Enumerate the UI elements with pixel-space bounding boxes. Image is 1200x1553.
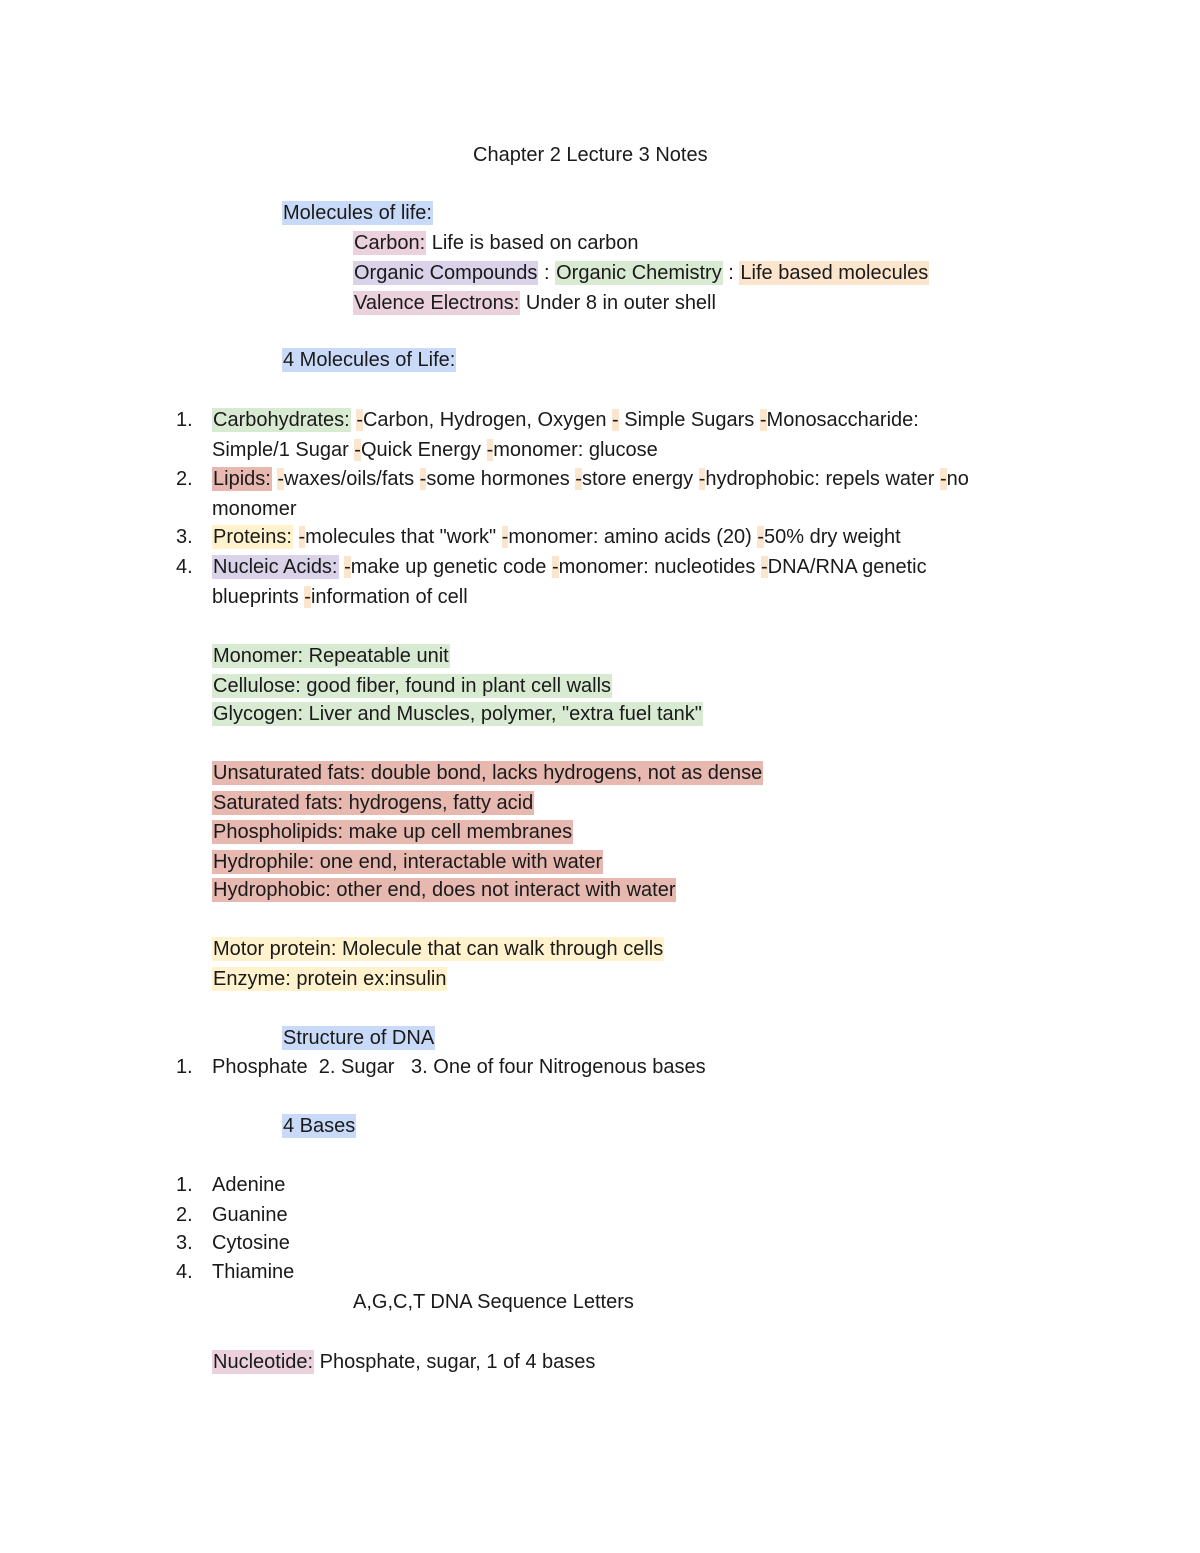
text: Quick Energy xyxy=(360,439,487,461)
base-item: Guanine xyxy=(212,1204,288,1226)
list-number: 1. xyxy=(176,1056,193,1078)
text: make up genetic code xyxy=(350,556,552,578)
lipids-line-1 xyxy=(212,466,969,492)
dash: - xyxy=(304,586,311,608)
dna-structure-line: Phosphate 2. Sugar 3. One of four Nitrogenous bases xyxy=(212,1056,706,1078)
life-based-molecules-term: Life based molecules xyxy=(740,262,929,284)
dna-structure-heading xyxy=(282,1025,435,1051)
text: Simple Sugars xyxy=(618,409,760,431)
text: waxes/oils/fats xyxy=(284,468,420,490)
note-line xyxy=(212,877,676,903)
text: DNA/RNA genetic xyxy=(767,556,927,578)
note-line xyxy=(212,966,447,992)
note-line xyxy=(212,819,573,845)
page-title: Chapter 2 Lecture 3 Notes xyxy=(473,144,708,166)
enzyme-note: Enzyme: protein ex:insulin xyxy=(213,968,447,990)
text: some hormones xyxy=(426,468,576,490)
text: no xyxy=(946,468,969,490)
dash: - xyxy=(575,468,582,490)
carbon-term: Carbon: xyxy=(354,232,426,254)
text: 50% dry weight xyxy=(764,526,901,548)
carbon-line xyxy=(353,230,639,256)
valence-term: Valence Electrons: xyxy=(354,292,520,314)
base-item: Adenine xyxy=(212,1174,286,1196)
text xyxy=(293,526,299,548)
list-number: 3. xyxy=(176,1232,193,1254)
valence-line xyxy=(353,290,716,316)
text: monomer xyxy=(212,498,297,520)
unsaturated-fats-note: Unsaturated fats: double bond, lacks hydrogens, not as dense xyxy=(213,762,763,784)
cellulose-note: Cellulose: good fiber, found in plant cell walls xyxy=(213,675,612,697)
list-number: 1. xyxy=(176,1174,193,1196)
dash: - xyxy=(939,468,947,490)
proteins-term: Proteins: xyxy=(213,526,292,548)
phospholipids-note: Phospholipids: make up cell membranes xyxy=(213,821,573,843)
list-number: 3. xyxy=(176,526,193,548)
carbohydrates-term: Carbohydrates: xyxy=(213,409,350,431)
heading-text: 4 Molecules of Life: xyxy=(283,349,456,371)
heading-text: 4 Bases xyxy=(283,1115,356,1137)
nucleotide-line xyxy=(212,1349,595,1375)
saturated-fats-note: Saturated fats: hydrogens, fatty acid xyxy=(213,792,534,814)
heading-text: Structure of DNA xyxy=(283,1027,435,1049)
organic-chemistry-term: Organic Chemistry xyxy=(556,262,722,284)
note-line xyxy=(212,760,763,786)
text: monomer: amino acids (20) xyxy=(508,526,758,548)
organic-line xyxy=(353,260,929,286)
hydrophile-note: Hydrophile: one end, interactable with water xyxy=(213,851,603,873)
lipids-line-2 xyxy=(212,496,296,522)
bases-heading xyxy=(282,1113,356,1139)
separator: : xyxy=(538,262,556,284)
base-item: Cytosine xyxy=(212,1232,290,1254)
sequence-letters: A,G,C,T DNA Sequence Letters xyxy=(353,1291,634,1313)
text: store energy xyxy=(581,468,699,490)
note-line xyxy=(212,701,703,727)
text: hydrophobic: repels water xyxy=(705,468,940,490)
base-item: Thiamine xyxy=(212,1261,295,1283)
carbohydrates-line-2 xyxy=(212,437,658,463)
monomer-note: Monomer: Repeatable unit xyxy=(213,645,449,667)
text: Carbon, Hydrogen, Oxygen xyxy=(362,409,613,431)
organic-compounds-term: Organic Compounds xyxy=(354,262,538,284)
dash: - xyxy=(344,556,351,578)
dash: - xyxy=(551,556,559,578)
proteins-line-1 xyxy=(212,524,901,550)
hydrophobic-note: Hydrophobic: other end, does not interact with water xyxy=(213,879,676,901)
dash: - xyxy=(356,409,363,431)
dash: - xyxy=(419,468,427,490)
nucleic-acids-line-2 xyxy=(212,584,468,610)
heading-text: Molecules of life: xyxy=(283,202,432,224)
text: monomer: nucleotides xyxy=(558,556,761,578)
note-line xyxy=(212,936,664,962)
text: molecules that "work" xyxy=(305,526,502,548)
four-molecules-heading xyxy=(282,347,456,373)
dash: - xyxy=(277,468,285,490)
list-number: 2. xyxy=(176,1204,193,1226)
note-line xyxy=(212,673,612,699)
list-number: 4. xyxy=(176,556,193,578)
note-line xyxy=(212,790,534,816)
list-number: 1. xyxy=(176,409,193,431)
valence-def: Under 8 in outer shell xyxy=(520,292,716,314)
nucleic-acids-term: Nucleic Acids: xyxy=(213,556,338,578)
text: Monosaccharide: xyxy=(766,409,919,431)
nucleotide-def: Phosphate, sugar, 1 of 4 bases xyxy=(314,1351,596,1373)
text: blueprints xyxy=(212,586,305,608)
dash: - xyxy=(757,526,764,548)
list-number: 2. xyxy=(176,468,193,490)
text: Simple/1 Sugar xyxy=(212,439,355,461)
separator: : xyxy=(722,262,740,284)
motor-protein-note: Motor protein: Molecule that can walk through cells xyxy=(213,938,664,960)
lipids-term: Lipids: xyxy=(213,468,271,490)
text: monomer: glucose xyxy=(493,439,658,461)
text: information of cell xyxy=(310,586,468,608)
dash: - xyxy=(759,409,767,431)
dash: - xyxy=(354,439,361,461)
dash: - xyxy=(298,526,306,548)
glycogen-note: Glycogen: Liver and Muscles, polymer, "extra fuel tank" xyxy=(213,703,702,725)
dash: - xyxy=(760,556,768,578)
carbon-def: Life is based on carbon xyxy=(426,232,639,254)
nucleotide-term: Nucleotide: xyxy=(213,1351,314,1373)
dash: - xyxy=(501,526,509,548)
carbohydrates-line-1 xyxy=(212,407,919,433)
note-line xyxy=(212,643,450,669)
list-number: 4. xyxy=(176,1261,193,1283)
dash: - xyxy=(612,409,619,431)
molecules-of-life-heading xyxy=(282,200,433,226)
dash: - xyxy=(698,468,706,490)
dash: - xyxy=(486,439,494,461)
nucleic-acids-line-1 xyxy=(212,554,927,580)
note-line xyxy=(212,849,603,875)
